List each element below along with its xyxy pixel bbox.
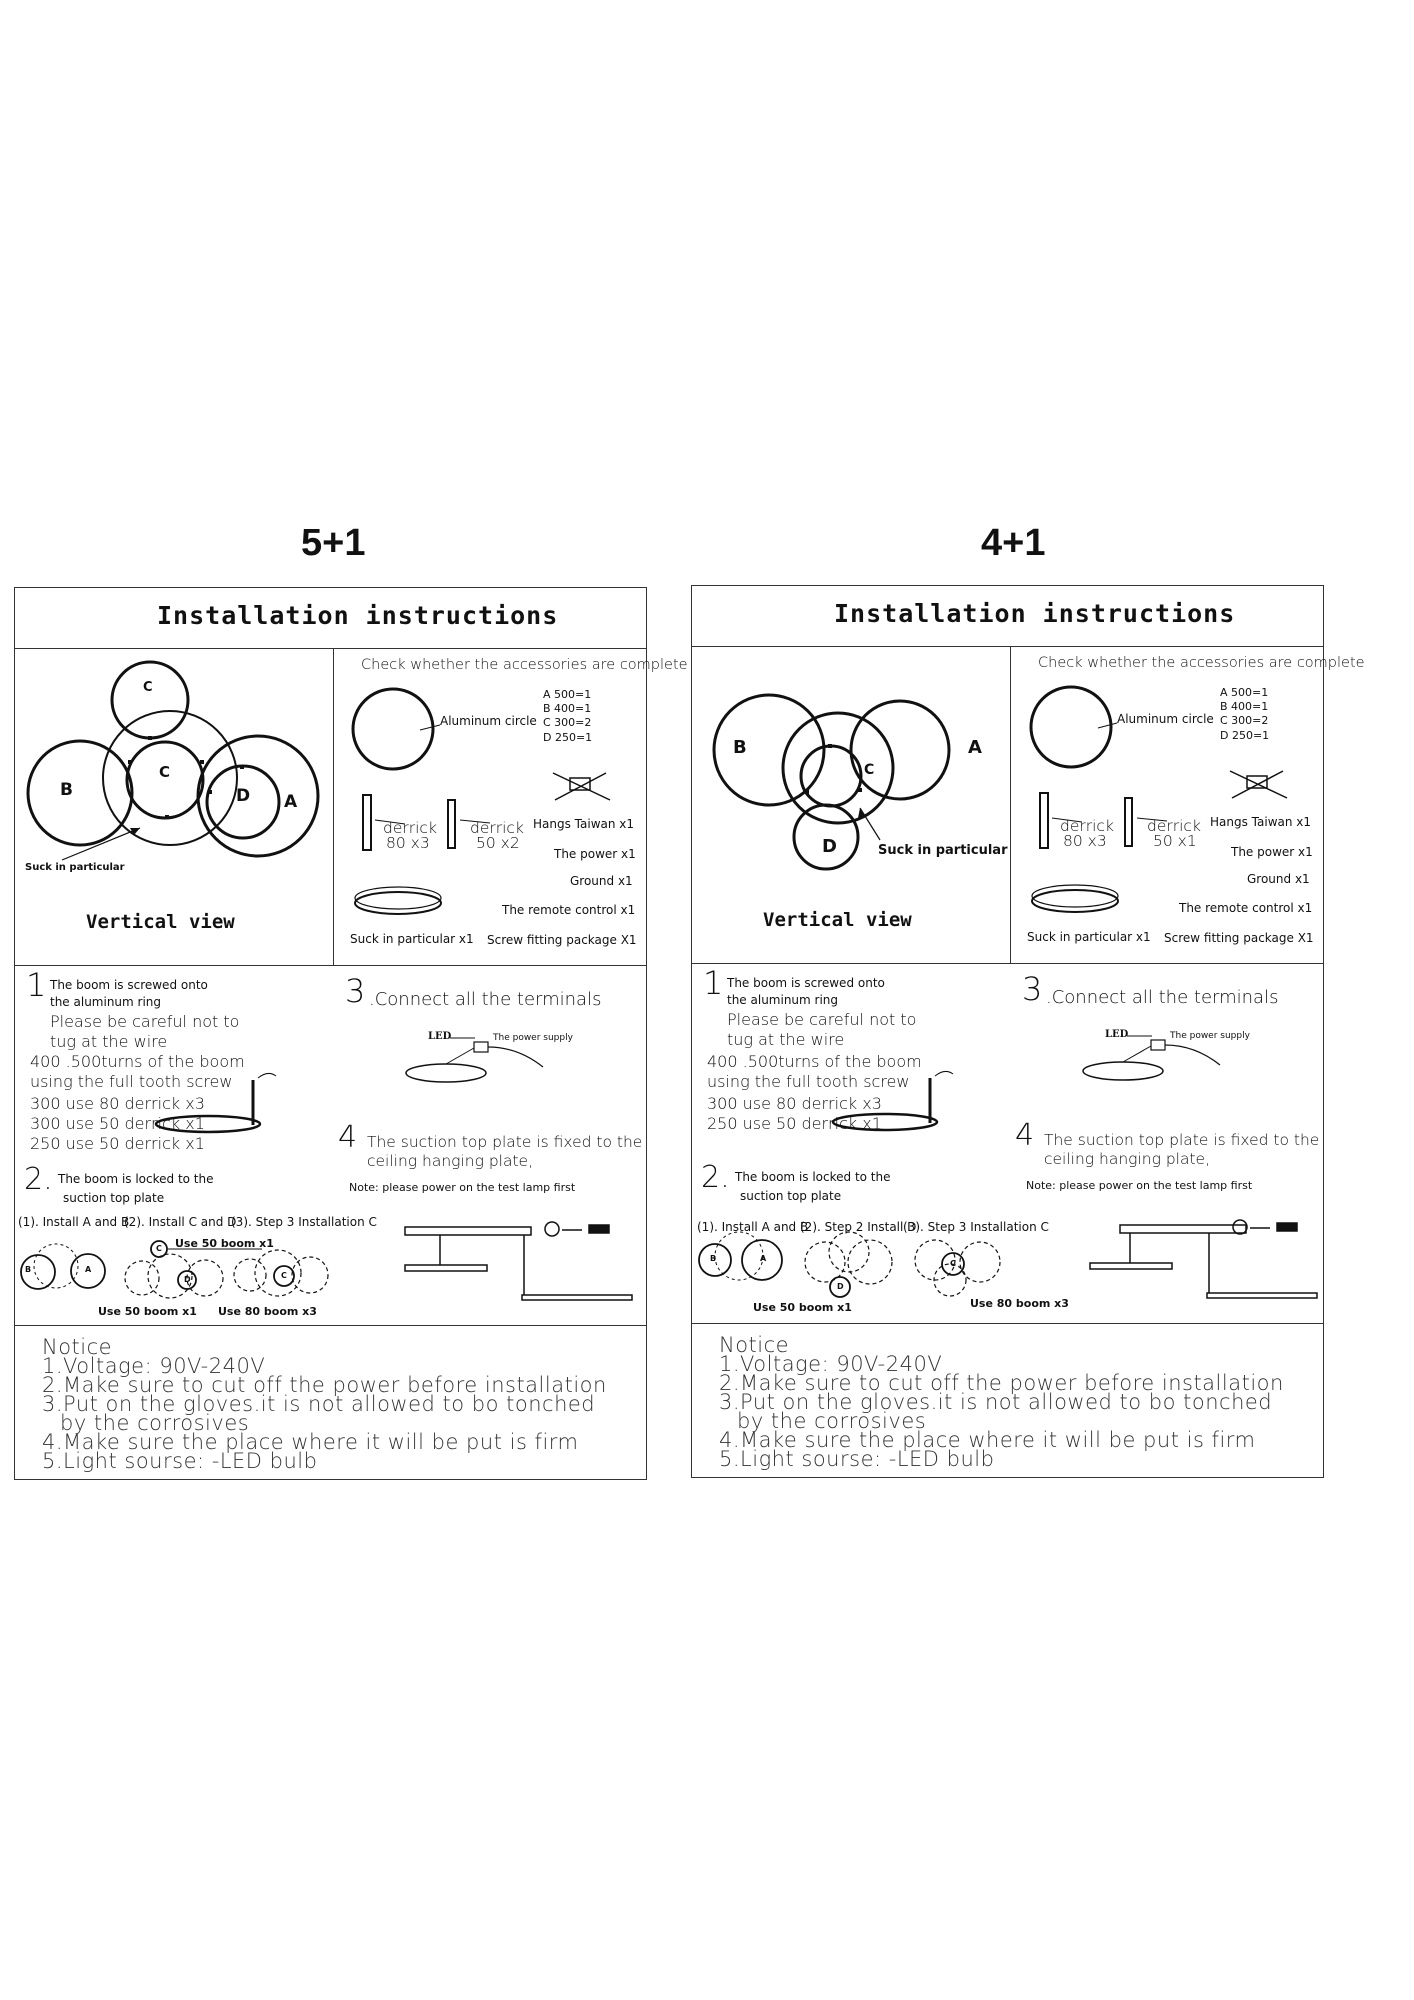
left-step3-number: 3 bbox=[345, 972, 366, 1010]
left-step1-line1: The boom is screwed onto bbox=[50, 978, 208, 992]
right-mini-label-c: C bbox=[950, 1259, 956, 1268]
left-step4-number: 4 bbox=[338, 1120, 358, 1155]
right-led-label: LED bbox=[1105, 1029, 1129, 1040]
left-ring-label-c1: C bbox=[143, 680, 153, 695]
right-size-d: D 250=1 bbox=[1220, 729, 1270, 742]
right-notice-3b: by the corrosives bbox=[737, 1409, 927, 1433]
left-notice-2: 2.Make sure to cut off the power before installation bbox=[42, 1373, 607, 1397]
left-derrick1-qty: 80 x3 bbox=[386, 834, 430, 852]
left-heading: 5+1 bbox=[301, 522, 366, 564]
right-heading: 4+1 bbox=[981, 522, 1046, 564]
right-ring-label-d: D bbox=[822, 836, 837, 857]
left-mini-label-c: C bbox=[156, 1244, 162, 1253]
left-derrick1-name: derrick bbox=[383, 819, 437, 837]
right-step1-line1: The boom is screwed onto bbox=[727, 976, 885, 990]
left-boom-bottom2-label: Use 80 boom x3 bbox=[218, 1305, 317, 1318]
right-derrick2-qty: 50 x1 bbox=[1153, 832, 1197, 850]
left-power-label: The power x1 bbox=[554, 847, 636, 861]
right-notice-3: 3.Put on the gloves.it is not allowed to bo tonched bbox=[719, 1390, 1273, 1414]
right-derrick1-qty: 80 x3 bbox=[1063, 832, 1107, 850]
right-screw-label: Screw fitting package X1 bbox=[1164, 931, 1314, 945]
left-step1-line2: the aluminum ring bbox=[50, 995, 162, 1009]
right-boom-bottom2-label: Use 80 boom x3 bbox=[970, 1297, 1069, 1310]
right-suck-label: Suck in particular bbox=[878, 843, 1008, 858]
right-notice-2: 2.Make sure to cut off the power before installation bbox=[719, 1371, 1284, 1395]
right-step1-line8: 250 use 50 derrick x1 bbox=[707, 1114, 882, 1133]
right-check-text: Check whether the accessories are complete bbox=[1038, 655, 1365, 671]
right-step2-line2: suction top plate bbox=[740, 1189, 842, 1203]
left-led-label: LED bbox=[428, 1031, 452, 1042]
left-size-c: C 300=2 bbox=[543, 716, 592, 729]
left-step1-number: 1 bbox=[26, 966, 47, 1004]
left-notice-5: 5.Light sourse: -LED bulb bbox=[42, 1449, 318, 1473]
left-step4-line1: The suction top plate is fixed to the bbox=[367, 1133, 643, 1151]
right-notice-1: 1.Voltage: 90V-240V bbox=[719, 1352, 943, 1376]
left-mini-label-a: A bbox=[85, 1265, 92, 1274]
left-size-a: A 500=1 bbox=[543, 688, 592, 701]
right-step3-number: 3 bbox=[1022, 970, 1043, 1008]
left-notice-4: 4.Make sure the place where it will be put is firm bbox=[42, 1430, 579, 1454]
right-ring-label-c: C bbox=[864, 762, 875, 778]
right-mini-label-b: B bbox=[710, 1254, 717, 1263]
left-size-d: D 250=1 bbox=[543, 731, 593, 744]
right-step1-line7: 300 use 80 derrick x3 bbox=[707, 1094, 882, 1113]
left-step1-line3: Please be careful not to bbox=[50, 1012, 240, 1031]
right-sub-step1: (1). Install A and B bbox=[697, 1220, 809, 1234]
left-step2-line1: The boom is locked to the bbox=[58, 1172, 214, 1186]
right-derrick1-name: derrick bbox=[1060, 817, 1114, 835]
right-ceiling-plate-drawing bbox=[0, 0, 1, 1]
left-suck-label: Suck in particular bbox=[25, 862, 125, 873]
left-ring-label-b: B bbox=[60, 780, 73, 800]
left-aluminum-circle-label: Aluminum circle bbox=[440, 714, 537, 728]
left-power-supply-label: The power supply bbox=[493, 1033, 573, 1043]
left-step2-line2: suction top plate bbox=[63, 1191, 165, 1205]
left-boom-bottom1-label: Use 50 boom x1 bbox=[98, 1305, 197, 1318]
left-derrick2-name: derrick bbox=[470, 819, 524, 837]
left-step1-line8: 300 use 50 derrick x1 bbox=[30, 1114, 205, 1133]
left-notice-1: 1.Voltage: 90V-240V bbox=[42, 1354, 266, 1378]
left-ring-label-d: D bbox=[236, 786, 251, 806]
left-boom-top-label: Use 50 boom x1 bbox=[175, 1237, 274, 1250]
right-aluminum-circle-label: Aluminum circle bbox=[1117, 712, 1214, 726]
right-step4-number: 4 bbox=[1015, 1118, 1035, 1153]
right-boom-bottom1-label: Use 50 boom x1 bbox=[753, 1301, 852, 1314]
right-vertical-view-label: Vertical view bbox=[763, 909, 912, 931]
right-mini-label-a: A bbox=[760, 1254, 767, 1263]
left-remote-label: The remote control x1 bbox=[502, 903, 636, 917]
right-remote-label: The remote control x1 bbox=[1179, 901, 1313, 915]
left-ring-label-c2: C bbox=[159, 763, 171, 781]
right-hangs-label: Hangs Taiwan x1 bbox=[1210, 815, 1312, 829]
left-hangs-label: Hangs Taiwan x1 bbox=[533, 817, 635, 831]
left-ring-label-a: A bbox=[284, 792, 298, 812]
right-step4-line2: ceiling hanging plate, bbox=[1044, 1150, 1211, 1168]
left-sub-step1: (1). Install A and B bbox=[18, 1215, 130, 1229]
right-ring-label-a: A bbox=[968, 737, 982, 758]
left-step1-line4: tug at the wire bbox=[50, 1032, 168, 1051]
left-mini-label-d: D bbox=[184, 1275, 191, 1284]
right-step3-text: .Connect all the terminals bbox=[1046, 987, 1279, 1008]
right-step1-line5: 400 .500turns of the boom bbox=[707, 1052, 922, 1071]
left-check-text: Check whether the accessories are complete bbox=[361, 657, 688, 673]
right-step1-line3: Please be careful not to bbox=[727, 1010, 917, 1029]
left-notice-3: 3.Put on the gloves.it is not allowed to bo tonched bbox=[42, 1392, 596, 1416]
right-sub-step3: (3). Step 3 Installation C bbox=[903, 1220, 1049, 1234]
right-suck-x1-label: Suck in particular x1 bbox=[1027, 930, 1151, 944]
right-ground-label: Ground x1 bbox=[1247, 872, 1310, 886]
right-notice-5: 5.Light sourse: -LED bulb bbox=[719, 1447, 995, 1471]
left-mini-label-c2: C bbox=[281, 1271, 287, 1280]
right-size-a: A 500=1 bbox=[1220, 686, 1269, 699]
left-mini-label-b: B bbox=[25, 1265, 32, 1274]
right-mini-label-d: D bbox=[837, 1282, 844, 1291]
left-step1-line6: using the full tooth screw bbox=[30, 1072, 233, 1091]
right-step1-number: 1 bbox=[703, 964, 724, 1002]
left-step1-line5: 400 .500turns of the boom bbox=[30, 1052, 245, 1071]
left-suck-x1-label: Suck in particular x1 bbox=[350, 932, 474, 946]
left-step1-line9: 250 use 50 derrick x1 bbox=[30, 1134, 205, 1153]
right-notice-title: Notice bbox=[719, 1333, 790, 1357]
right-power-supply-label: The power supply bbox=[1170, 1031, 1250, 1041]
right-step1-line2: the aluminum ring bbox=[727, 993, 839, 1007]
right-power-label: The power x1 bbox=[1231, 845, 1313, 859]
left-derrick2-qty: 50 x2 bbox=[476, 834, 520, 852]
right-step2-line1: The boom is locked to the bbox=[735, 1170, 891, 1184]
left-sub-step2: (2). Install C and D bbox=[124, 1215, 237, 1229]
right-sub-step2: (2). Step 2 Install D bbox=[800, 1220, 917, 1234]
left-notice-title: Notice bbox=[42, 1335, 113, 1359]
right-notice-4: 4.Make sure the place where it will be put is firm bbox=[719, 1428, 1256, 1452]
right-step2-number: 2. bbox=[701, 1160, 730, 1195]
right-title: Installation instructions bbox=[834, 599, 1236, 628]
right-step1-line4: tug at the wire bbox=[727, 1030, 845, 1049]
left-step3-text: .Connect all the terminals bbox=[369, 989, 602, 1010]
left-step1-line7: 300 use 80 derrick x3 bbox=[30, 1094, 205, 1113]
right-note: Note: please power on the test lamp first bbox=[1026, 1179, 1253, 1192]
right-ring-label-b: B bbox=[733, 737, 747, 758]
left-step2-number: 2. bbox=[24, 1162, 53, 1197]
left-ground-label: Ground x1 bbox=[570, 874, 633, 888]
right-size-b: B 400=1 bbox=[1220, 700, 1269, 713]
left-sub-step3: (3). Step 3 Installation C bbox=[231, 1215, 377, 1229]
right-derrick2-name: derrick bbox=[1147, 817, 1201, 835]
left-note: Note: please power on the test lamp first bbox=[349, 1181, 576, 1194]
left-notice-3b: by the corrosives bbox=[60, 1411, 250, 1435]
left-screw-label: Screw fitting package X1 bbox=[487, 933, 637, 947]
right-step1-line6: using the full tooth screw bbox=[707, 1072, 910, 1091]
left-title: Installation instructions bbox=[157, 601, 559, 630]
right-size-c: C 300=2 bbox=[1220, 714, 1269, 727]
left-step4-line2: ceiling hanging plate, bbox=[367, 1152, 534, 1170]
right-step4-line1: The suction top plate is fixed to the bbox=[1044, 1131, 1320, 1149]
left-vertical-view-label: Vertical view bbox=[86, 911, 235, 933]
left-size-b: B 400=1 bbox=[543, 702, 592, 715]
